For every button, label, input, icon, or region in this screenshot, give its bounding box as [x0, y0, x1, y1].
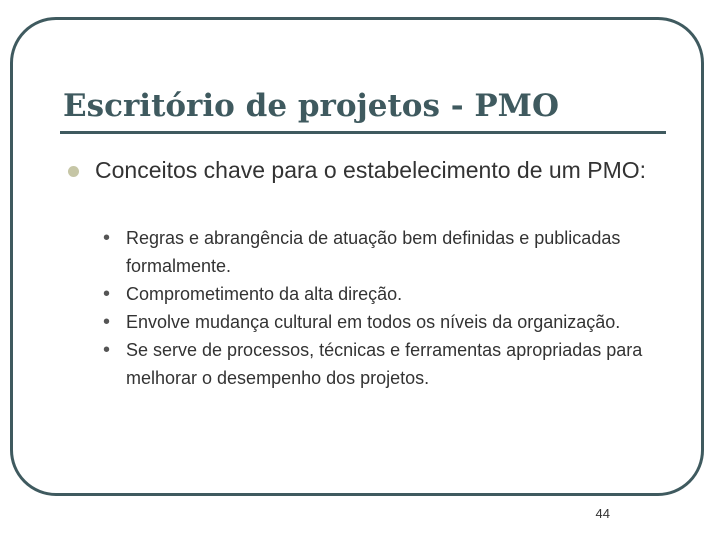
- main-bullet-icon: [68, 166, 79, 177]
- sub-point-item: [103, 280, 663, 308]
- title-underline: [60, 131, 666, 134]
- sub-point-item: [103, 308, 663, 336]
- sub-bullet-icon: •: [103, 311, 111, 333]
- sub-bullet-icon: •: [103, 339, 111, 361]
- slide-title: Escritório de projetos - PMO: [63, 88, 559, 124]
- sub-point-text: Regras e abrangência de atuação bem definidas e publicadas formalmente.: [126, 228, 621, 276]
- sub-point-text: Envolve mudança cultural em todos os níveis da organização.: [126, 312, 621, 332]
- sub-point-item: [103, 336, 663, 392]
- sub-bullet-icon: •: [103, 283, 111, 305]
- sub-point-text: Se serve de processos, técnicas e ferramentas apropriadas para melhorar o desempenho dos projetos.: [126, 340, 643, 388]
- sub-bullet-icon: •: [103, 227, 111, 249]
- main-point-text: Conceitos chave para o estabelecimento de um PMO:: [95, 157, 647, 183]
- sub-point-text: Comprometimento da alta direção.: [126, 284, 403, 304]
- page-number: 44: [595, 506, 610, 521]
- sub-point-item: [103, 224, 663, 280]
- sub-point-list: [103, 224, 663, 392]
